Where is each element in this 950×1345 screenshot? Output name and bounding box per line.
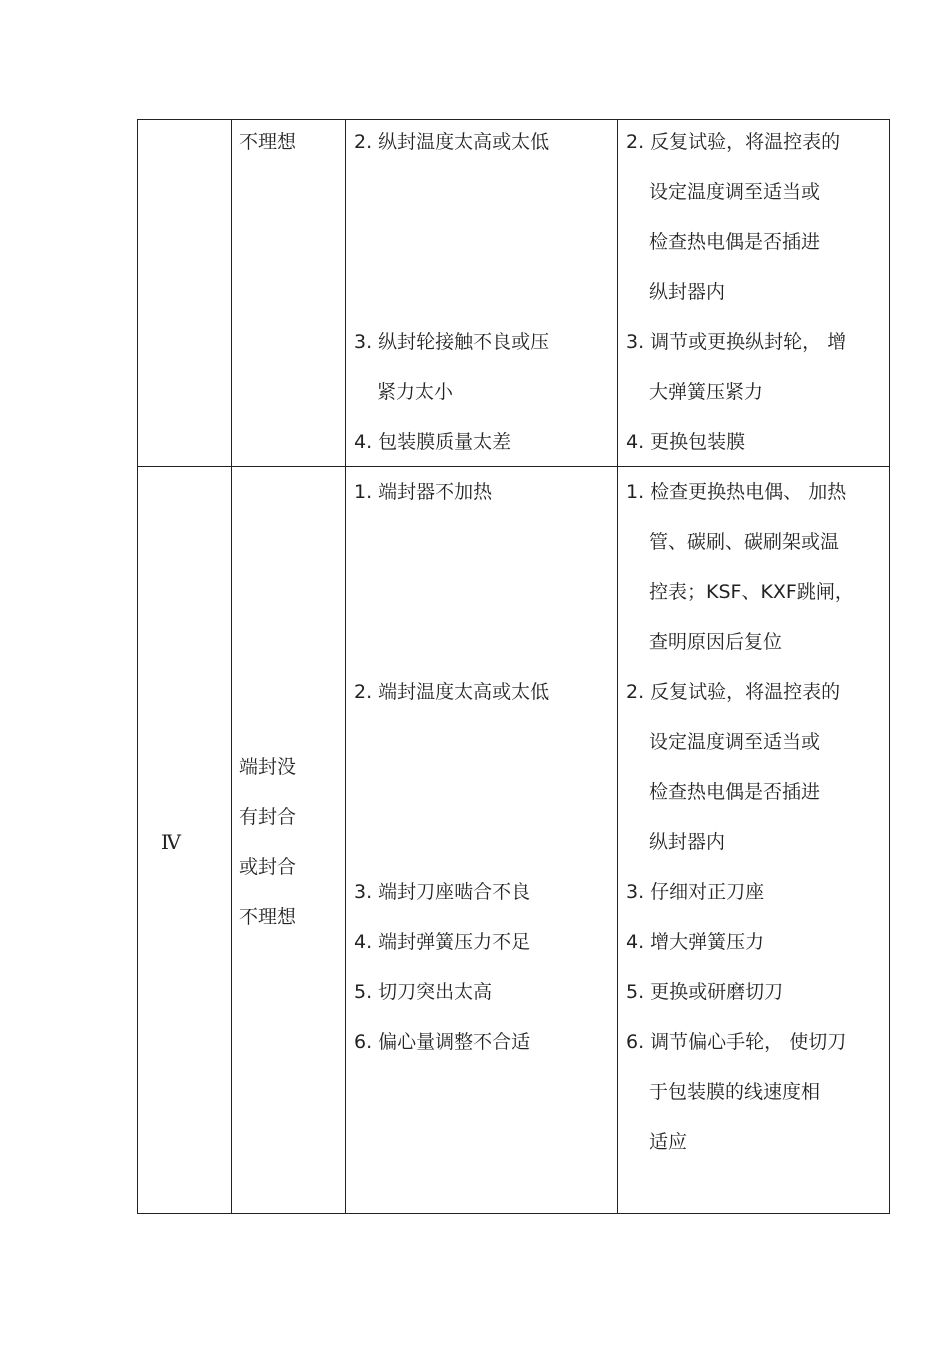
table-border-right [889,119,890,1214]
remedy-line: 2. 反复试验，将温控表的 [626,681,841,703]
cause-line: 5. 切刀突出太高 [354,981,493,1003]
remedy-line: 4. 增大弹簧压力 [626,931,765,953]
remedy-line: 检查热电偶是否插进 [649,781,821,803]
column-divider [617,119,618,1214]
remedy-line: 检查热电偶是否插进 [649,231,821,253]
table-border-left [137,119,138,1214]
remedy-line: 控表；KSF、KXF跳闸， [649,581,854,603]
cause-line: 1. 端封器不加热 [354,481,493,503]
column-divider [231,119,232,1214]
column-divider [345,119,346,1214]
remedy-line: 设定温度调至适当或 [649,731,821,753]
table-border-top [137,119,890,120]
remedy-line: 纵封器内 [649,281,726,303]
remedy-line: 5. 更换或研磨切刀 [626,981,784,1003]
remedy-line: 纵封器内 [649,831,726,853]
fault-line: 或封合 [239,856,297,878]
remedy-line: 2. 反复试验，将温控表的 [626,131,841,153]
remedy-line: 4. 更换包装膜 [626,431,746,453]
remedy-line: 6. 调节偏心手轮， 使切刀 [626,1031,847,1053]
remedy-line: 1. 检查更换热电偶、 加热 [626,481,847,503]
fault-line: 不理想 [239,906,297,928]
remedy-line: 适应 [649,1131,688,1153]
cause-line: 2. 端封温度太高或太低 [354,681,550,703]
remedy-line: 查明原因后复位 [649,631,783,653]
fault-line: 有封合 [239,806,297,828]
row-divider [137,466,890,467]
fault-line: 端封没 [239,756,297,778]
remedy-line: 设定温度调至适当或 [649,181,821,203]
cause-line: 紧力太小 [377,381,454,403]
cause-line: 3. 纵封轮接触不良或压 [354,331,550,353]
table-border-bottom [137,1213,890,1214]
remedy-line: 3. 调节或更换纵封轮， 增 [626,331,847,353]
cause-line: 3. 端封刀座啮合不良 [354,881,531,903]
row-number: Ⅳ [161,830,181,854]
fault-cell-text: 不理想 [239,131,297,153]
remedy-line: 大弹簧压紧力 [649,381,764,403]
cause-line: 6. 偏心量调整不合适 [354,1031,531,1053]
remedy-line: 管、碳刷、碳刷架或温 [649,531,840,553]
cause-line: 4. 包装膜质量太差 [354,431,512,453]
cause-line: 4. 端封弹簧压力不足 [354,931,531,953]
remedy-line: 3. 仔细对正刀座 [626,881,765,903]
cause-line: 2. 纵封温度太高或太低 [354,131,550,153]
remedy-line: 于包装膜的线速度相 [649,1081,821,1103]
